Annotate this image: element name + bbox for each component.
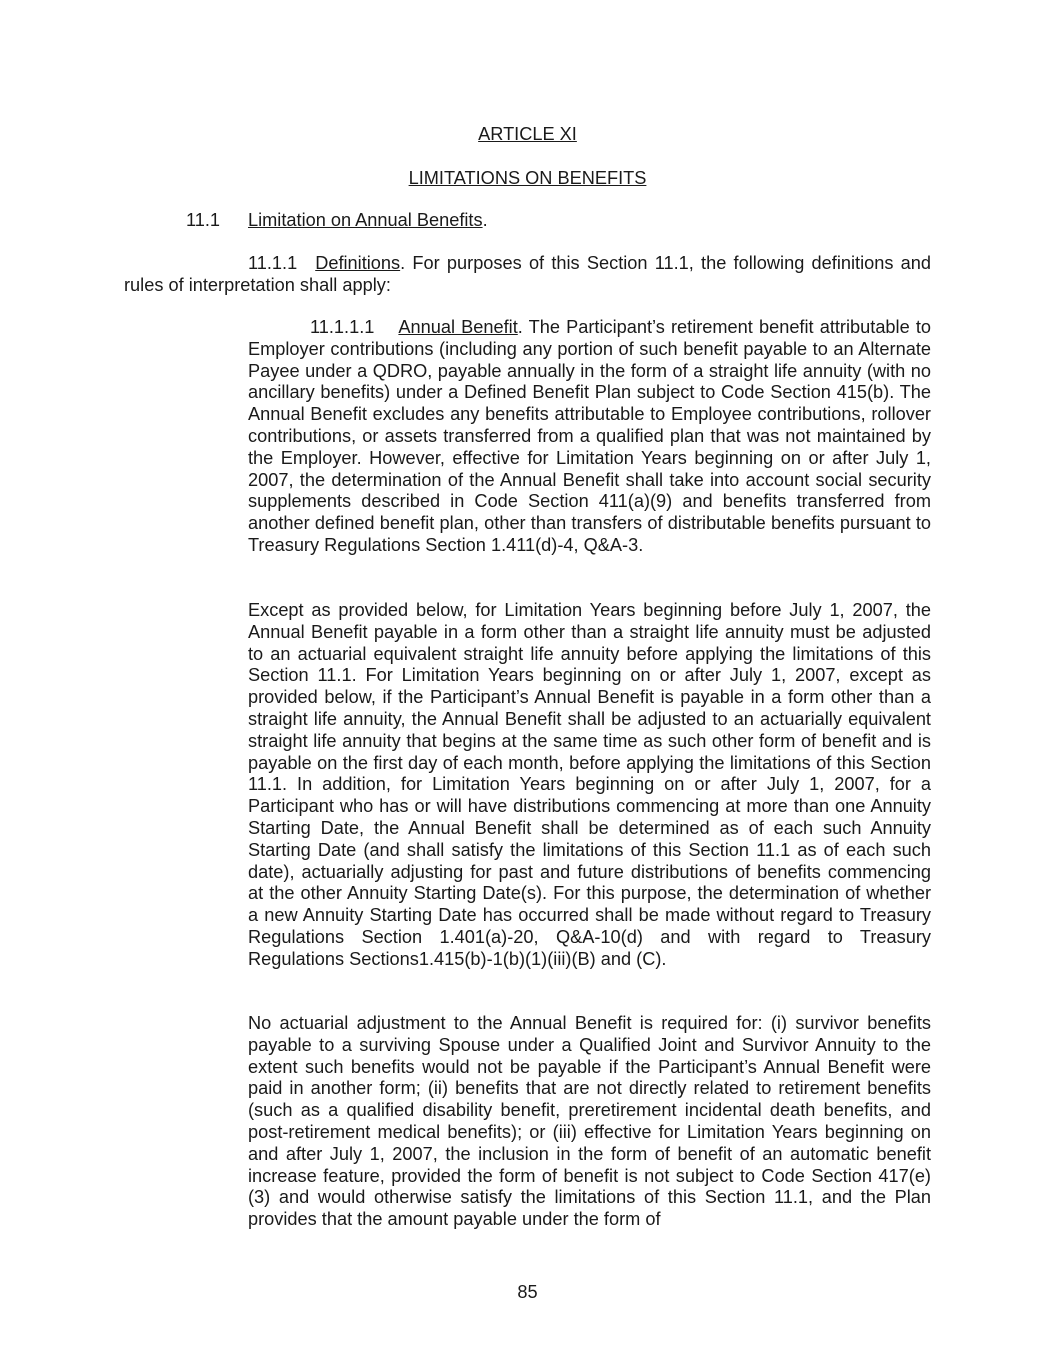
subsection-title: Definitions <box>315 253 401 273</box>
article-heading: ARTICLE XI <box>478 124 577 144</box>
subsection-text: . For purposes of this Section 11.1, the following definitions and rules of interpretation shall apply: <box>124 253 931 295</box>
no-adjustment-paragraph: No actuarial adjustment to the Annual Benefit is required for: (i) survivor benefits payable to a surviving Spouse under a Qualified Joint and Survivor Annuity to the extent such benefits would not be payable if the Participant’s Annual Benefit were paid in another form; (ii) benefits that are not directly related to retirement benefits (such as a qualified disability benefit, preretirement incidental death benefits, and post-retirement medical benefits); or (iii) effective for Limitation Years beginning on and after July 1, 2007, the inclusion in the form of benefit of an automatic benefit increase feature, provided the form of benefit is not subject to Code Section 417(e)(3) and would otherwise satisfy the limitations of this Section 11.1, and the Plan provides that the amount payable under the form of <box>248 1013 931 1230</box>
definition-number: 11.1.1.1 <box>310 317 375 337</box>
annual-benefit-paragraph <box>248 317 931 557</box>
definition-title: Annual Benefit <box>398 317 518 337</box>
article-title: LIMITATIONS ON BENEFITS <box>408 168 647 188</box>
section-title: Limitation on Annual Benefits <box>248 210 483 230</box>
definitions-paragraph <box>124 253 931 297</box>
definition-text: . The Participant’s retirement benefit attributable to Employer contributions (including any portion of such benefit payable to an Alternate Payee under a QDRO, payable annually in the form of a straight life annuity (with no ancillary benefits) under a Defined Benefit Plan subject to Code Section 415(b). The Annual Benefit excludes any benefits attributable to Employee contributions, rollover contributions, or assets transferred from a qualified plan that was not maintained by the Employer. However, effective for Limitation Years beginning on or after July 1, 2007, the determination of the Annual Benefit shall take into account social security supplements described in Code Section 411(a)(9) and benefits transferred from another defined benefit plan, other than transfers of distributable benefits pursuant to Treasury Regulations Section 1.411(d)-4, Q&A-3. <box>248 317 931 555</box>
actuarial-adjustment-paragraph: Except as provided below, for Limitation Years beginning before July 1, 2007, the Annual Benefit payable in a form other than a straight life annuity must be adjusted to an actuarial equivalent straight life annuity before applying the limitations of this Section 11.1. For Limitation Years beginning on or after July 1, 2007, except as provided below, if the Participant’s Annual Benefit is payable in a form other than a straight life annuity, the Annual Benefit shall be adjusted to an actuarially equivalent straight life annuity that begins at the same time as such other form of benefit and is payable on the first day of each month, before applying the limitations of this Section 11.1. In addition, for Limitation Years beginning on or after July 1, 2007, for a Participant who has or will have distributions commencing at more than one Annuity Starting Date, the Annual Benefit shall be determined as of each such Annuity Starting Date (and shall satisfy the limitations of this Section 11.1 as of each such date), actuarially adjusting for past and future distributions of benefits commencing at the other Annuity Starting Date(s). For this purpose, the determination of whether a new Annuity Starting Date has occurred shall be made without regard to Treasury Regulations Section 1.401(a)-20, Q&A-10(d) and with regard to Treasury Regulations Sections1.415(b)-1(b)(1)(iii)(B) and (C). <box>248 600 931 969</box>
section-title-suffix: . <box>482 210 488 230</box>
subsection-number: 11.1.1 <box>248 253 298 273</box>
section-11-1-heading <box>186 210 488 232</box>
section-number: 11.1 <box>186 210 221 230</box>
page-number: 85 <box>517 1282 538 1302</box>
